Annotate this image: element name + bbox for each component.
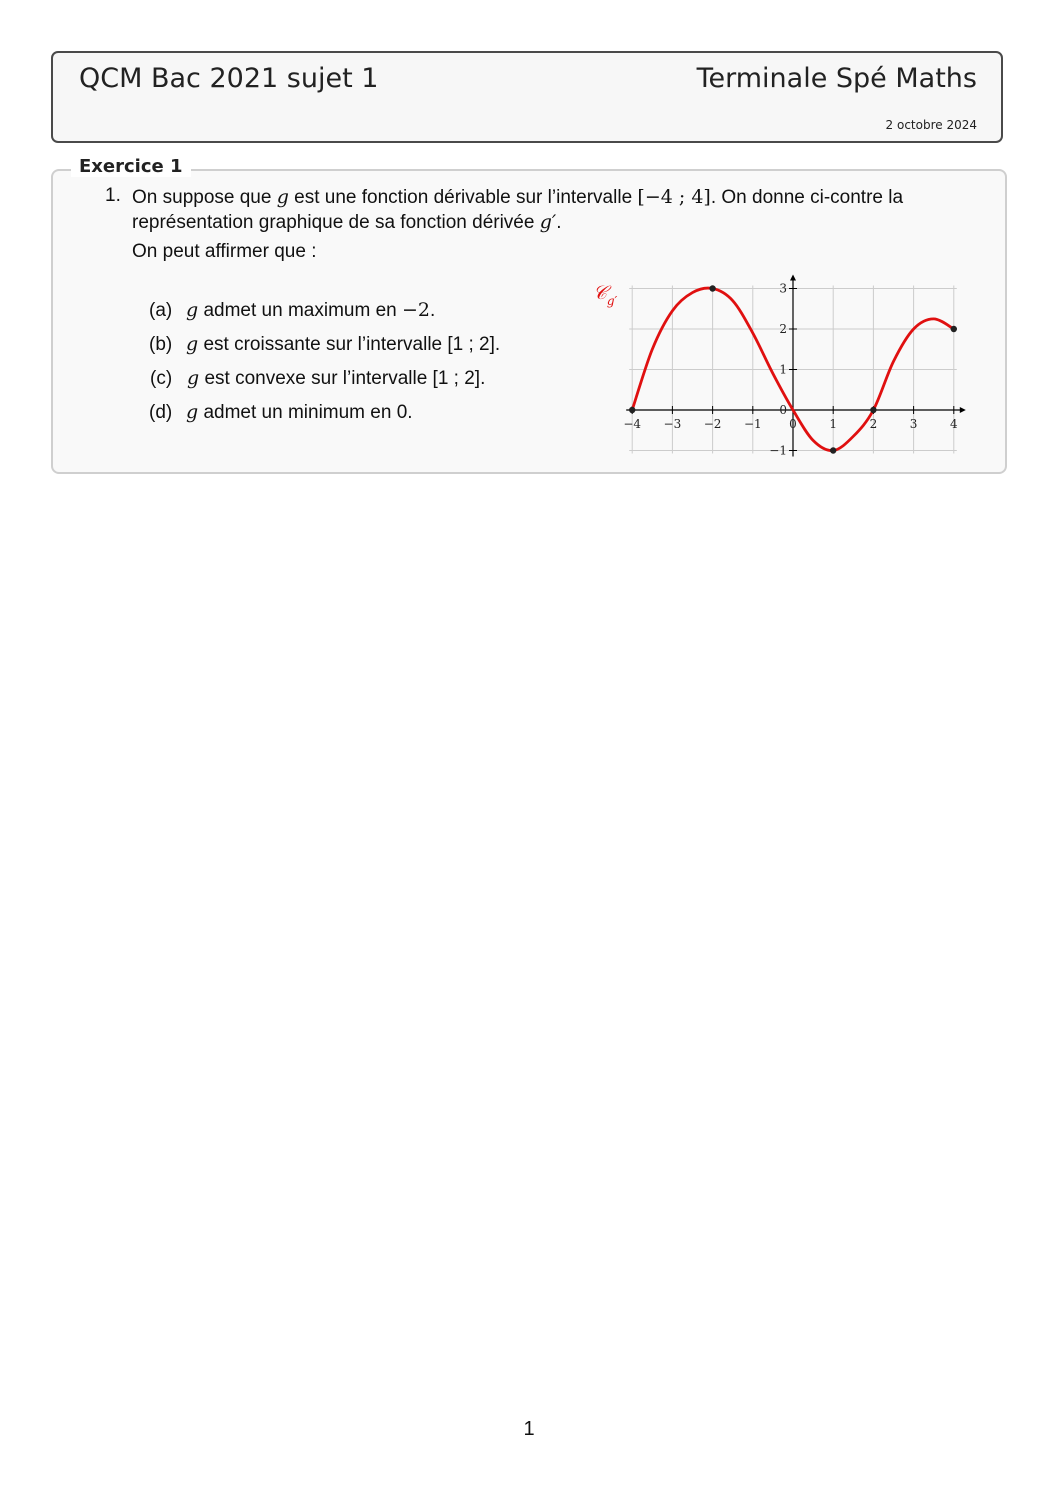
y-axis-arrow <box>790 275 796 281</box>
choice-text: est convexe sur l’intervalle [1 ; 2]. <box>199 368 486 389</box>
math-var: g <box>186 401 199 423</box>
curve-label <box>593 282 618 308</box>
x-tick-label: 3 <box>909 417 918 431</box>
math-interval: [−4 ; 4] <box>637 186 711 208</box>
x-axis-arrow <box>960 407 966 413</box>
choice-label: (b) <box>149 334 173 355</box>
x-tick-label: 2 <box>869 417 878 431</box>
choice-text: est croissante sur l’intervalle [1 ; 2]. <box>198 334 501 355</box>
question-text <box>132 185 992 235</box>
question-part: . <box>556 212 562 233</box>
question-part: On suppose que <box>132 187 277 208</box>
derivative-graph <box>573 271 958 461</box>
choice-end: . <box>430 300 436 321</box>
choice-b <box>149 333 500 356</box>
x-tick-label: −1 <box>743 417 762 431</box>
math-var: g <box>276 186 289 208</box>
marked-point <box>830 447 836 453</box>
document-date: 2 octobre 2024 <box>885 118 977 132</box>
math-var: g <box>186 299 199 321</box>
marked-point <box>709 285 715 291</box>
x-tick-label: −3 <box>663 417 682 431</box>
choice-a <box>149 299 435 322</box>
x-tick-label: −4 <box>623 417 642 431</box>
x-tick-label: 0 <box>789 417 797 431</box>
y-tick-label: −1 <box>769 443 787 458</box>
math-var: g <box>186 333 199 355</box>
x-tick-label: 1 <box>829 417 838 431</box>
page-number: 1 <box>523 1418 535 1440</box>
exercise-title: Exercice 1 <box>71 156 191 177</box>
choice-d <box>149 401 413 424</box>
axes <box>623 275 965 458</box>
marked-point <box>870 407 876 413</box>
choice-label: (a) <box>149 300 173 321</box>
curve-label-main: 𝒞 <box>593 282 607 304</box>
choice-text: admet un maximum en <box>198 300 402 321</box>
choice-c <box>150 367 485 390</box>
choice-text: admet un minimum en 0. <box>198 402 413 423</box>
question-intro: On peut affirmer que : <box>132 241 317 262</box>
marked-point <box>951 326 957 332</box>
math-var: g <box>187 367 200 389</box>
marked-point <box>629 407 635 413</box>
curve-label-sub: g′ <box>606 294 618 308</box>
x-tick-label: −2 <box>703 417 722 431</box>
question-part: . On donne ci-contre la représentation graphique de sa fonction dérivée <box>132 187 904 233</box>
y-tick-label: 2 <box>779 322 787 336</box>
math-value: −2 <box>401 299 430 321</box>
question-number: 1. <box>105 185 121 206</box>
y-tick-label: 3 <box>779 281 787 296</box>
choice-label: (c) <box>150 368 173 389</box>
choice-label: (d) <box>149 402 173 423</box>
math-var: g′ <box>539 211 557 233</box>
document-subtitle: Terminale Spé Maths <box>696 63 977 94</box>
x-tick-label: 4 <box>949 417 958 431</box>
question-part: est une fonction dérivable sur l’intervalle <box>288 187 638 208</box>
header-box <box>51 51 1003 143</box>
document-title: QCM Bac 2021 sujet 1 <box>79 63 379 94</box>
y-tick-label: 0 <box>779 403 787 417</box>
y-tick-label: 1 <box>779 362 787 377</box>
exercise-box <box>51 156 1007 474</box>
